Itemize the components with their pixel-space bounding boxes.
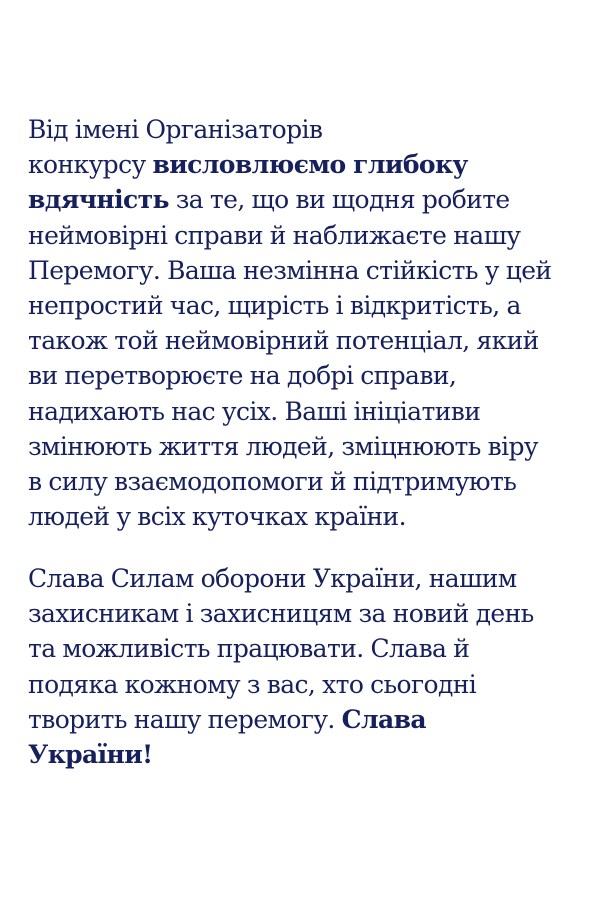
text-segment: Від імені Організаторів [28,115,323,144]
text-segment: людей у всіх куточках країни. [28,502,406,532]
bold-text-segment: Слава [341,704,426,734]
text-line [28,182,588,217]
text-line [28,288,588,323]
text-segment: подяка кожному з вас, хто сьогодні [28,669,477,699]
glory-paragraph [28,561,588,772]
text-segment: Слава Силам оборони України, нашим [28,564,517,593]
text-line [28,394,588,429]
text-line [28,464,588,499]
text-segment: непростий час, щирість і відкритість, а [28,291,521,321]
bold-text-segment: вдячність [28,185,169,215]
text-segment: за те, що ви щодня робите [168,185,510,215]
gratitude-paragraph [28,112,588,534]
text-segment: захисникам і захисницям за новий день [28,599,534,629]
text-line [28,429,588,464]
text-segment: ви перетворюєте на добрі справи, [28,361,457,391]
text-segment: також той неймовірний потенціал, який [28,326,539,356]
text-line [28,596,588,631]
text-segment: Перемогу. Ваша незмінна стійкість у цей [28,255,552,285]
bold-text-segment: висловлюємо глибоку [152,150,468,180]
text-segment: неймовірні справи й наближаєте нашу [28,220,521,250]
text-line [28,561,588,596]
text-segment: в силу взаємодопомоги й підтримують [28,467,517,497]
text-line [28,253,588,288]
text-line [28,667,588,702]
text-line [28,323,588,358]
text-segment: творить нашу перемогу. [28,704,342,734]
text-segment: конкурсу [28,150,153,180]
text-line [28,358,588,393]
text-segment: надихають нас усіх. Ваші ініціативи [28,396,481,426]
text-line [28,631,588,666]
text-line [28,702,588,737]
text-line [28,112,588,147]
text-line [28,147,588,182]
text-line [28,499,588,534]
text-line [28,737,588,772]
text-line [28,218,588,253]
text-segment: змінюють життя людей, зміцнюють віру [28,431,539,461]
text-segment: та можливість працювати. Слава й [28,634,470,664]
bold-text-segment: України! [28,740,153,770]
